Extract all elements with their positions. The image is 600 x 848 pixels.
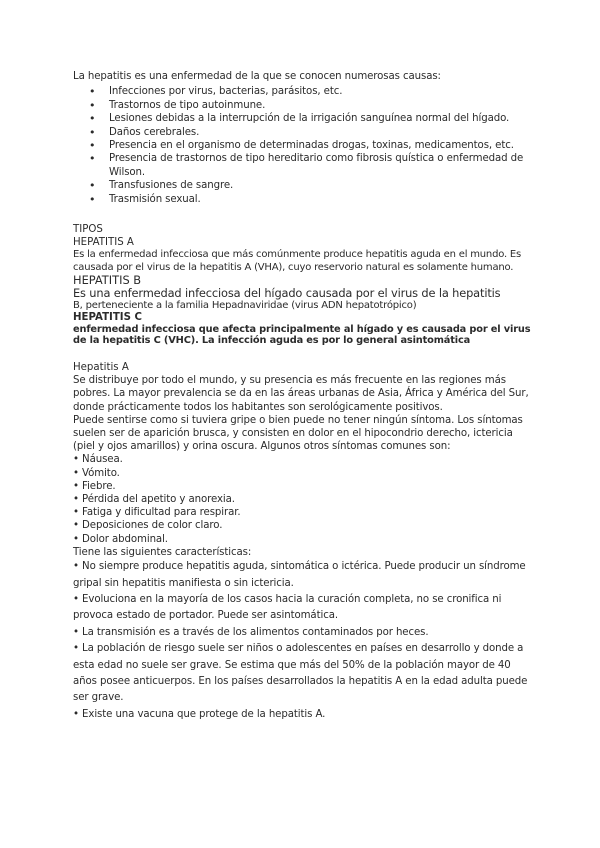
list-item: • Presencia de trastornos de tipo hereditario como fibrosis quística o enfermedad de Wilson. xyxy=(73,152,533,179)
hepatitis-a-definition: Es la enfermedad infecciosa que más comúnmente produce hepatitis aguda en el mundo. Es causada por el virus de la hepatitis A (VHA), cuyo reservorio natural es solamente humano. xyxy=(73,249,522,273)
hepatitis-b-definition-line-2: B, perteneciente a la familia Hepadnaviridae (virus ADN hepatotrópico) xyxy=(73,299,417,311)
hepatitis-b-definition-line-1: Es una enfermedad infecciosa del hígado causada por el virus de la hepatitis xyxy=(73,285,501,300)
list-item: • Infecciones por virus, bacterias, parásitos, etc. xyxy=(73,85,533,98)
causes-list xyxy=(73,85,533,206)
characteristics-list xyxy=(73,559,533,723)
spacer xyxy=(73,347,533,361)
intro-paragraph: La hepatitis es una enfermedad de la que se conocen numerosas causas: xyxy=(73,71,441,82)
list-item: • Trastornos de tipo autoinmune. xyxy=(73,99,533,112)
list-item: • Dolor abdominal. xyxy=(73,533,168,545)
section-title: Hepatitis A xyxy=(73,361,129,373)
list-item: • Presencia en el organismo de determinadas drogas, toxinas, medicamentos, etc. xyxy=(73,139,533,152)
list-item: • La transmisión es a través de los alimentos contaminados por heces. xyxy=(73,626,429,638)
list-item: • No siempre produce hepatitis aguda, sintomática o ictérica. Puede producir un síndrome gripal sin hepatitis manifiesta o sin ictericia. xyxy=(73,561,526,589)
symptoms-list xyxy=(73,453,533,545)
spacer xyxy=(73,206,533,224)
characteristics-intro: Tiene las siguientes características: xyxy=(73,546,252,558)
list-item: • Evoluciona en la mayoría de los casos hacia la curación completa, no se cronifica ni provoca estado de portador. Puede ser asintomática. xyxy=(73,593,502,622)
list-item: • Vómito. xyxy=(73,467,120,479)
list-item: • Existe una vacuna que protege de la hepatitis A. xyxy=(73,708,326,720)
list-item: • Trasmisión sexual. xyxy=(73,193,533,206)
list-item: • Pérdida del apetito y anorexia. xyxy=(73,494,235,506)
hepatitis-c-heading: HEPATITIS C xyxy=(73,311,142,323)
list-item: • Lesiones debidas a la interrupción de la irrigación sanguínea normal del hígado. xyxy=(73,112,533,125)
tipos-heading: TIPOS xyxy=(73,224,103,236)
distribution-paragraph: Se distribuye por todo el mundo, y su presencia es más frecuente en las regiones más pobres. La mayor prevalencia se da en las áreas urbanas de Asia, África y América del Sur, donde prácticamente todos los habitantes son serológicamente positivos. xyxy=(73,375,529,413)
list-item: • Fiebre. xyxy=(73,480,116,492)
symptoms-paragraph: Puede sentirse como si tuviera gripe o bien puede no tener ningún síntoma. Los síntomas suelen ser de aparición brusca, y consisten en dolor en el hipocondrio derecho, ictericia (piel y ojos amarillos) y orina oscura. Algunos otros síntomas comunes son: xyxy=(73,414,523,453)
list-item: • La población de riesgo suele ser niños o adolescentes en países en desarrollo y donde a esta edad no suele ser grave. Se estima que más del 50% de la población mayor de 40 años posee anticuerpos. En los países desarrollados la hepatitis A en la edad adulta puede ser grave. xyxy=(73,643,528,704)
hepatitis-a-section xyxy=(73,361,533,723)
hepatitis-c-definition: enfermedad infecciosa que afecta principalmente al hígado y es causada por el virus de la hepatitis C (VHC). La infección aguda es por lo general asintomática xyxy=(73,323,531,347)
hepatitis-b-heading: HEPATITIS B xyxy=(73,273,142,288)
list-item: • Fatiga y dificultad para respirar. xyxy=(73,507,241,519)
tipos-section xyxy=(73,224,533,347)
hepatitis-a-heading: HEPATITIS A xyxy=(73,236,134,248)
document-content xyxy=(73,70,533,723)
list-item: • Transfusiones de sangre. xyxy=(73,179,533,192)
list-item: • Náusea. xyxy=(73,454,123,466)
list-item: • Daños cerebrales. xyxy=(73,126,533,139)
list-item: • Deposiciones de color claro. xyxy=(73,520,223,532)
